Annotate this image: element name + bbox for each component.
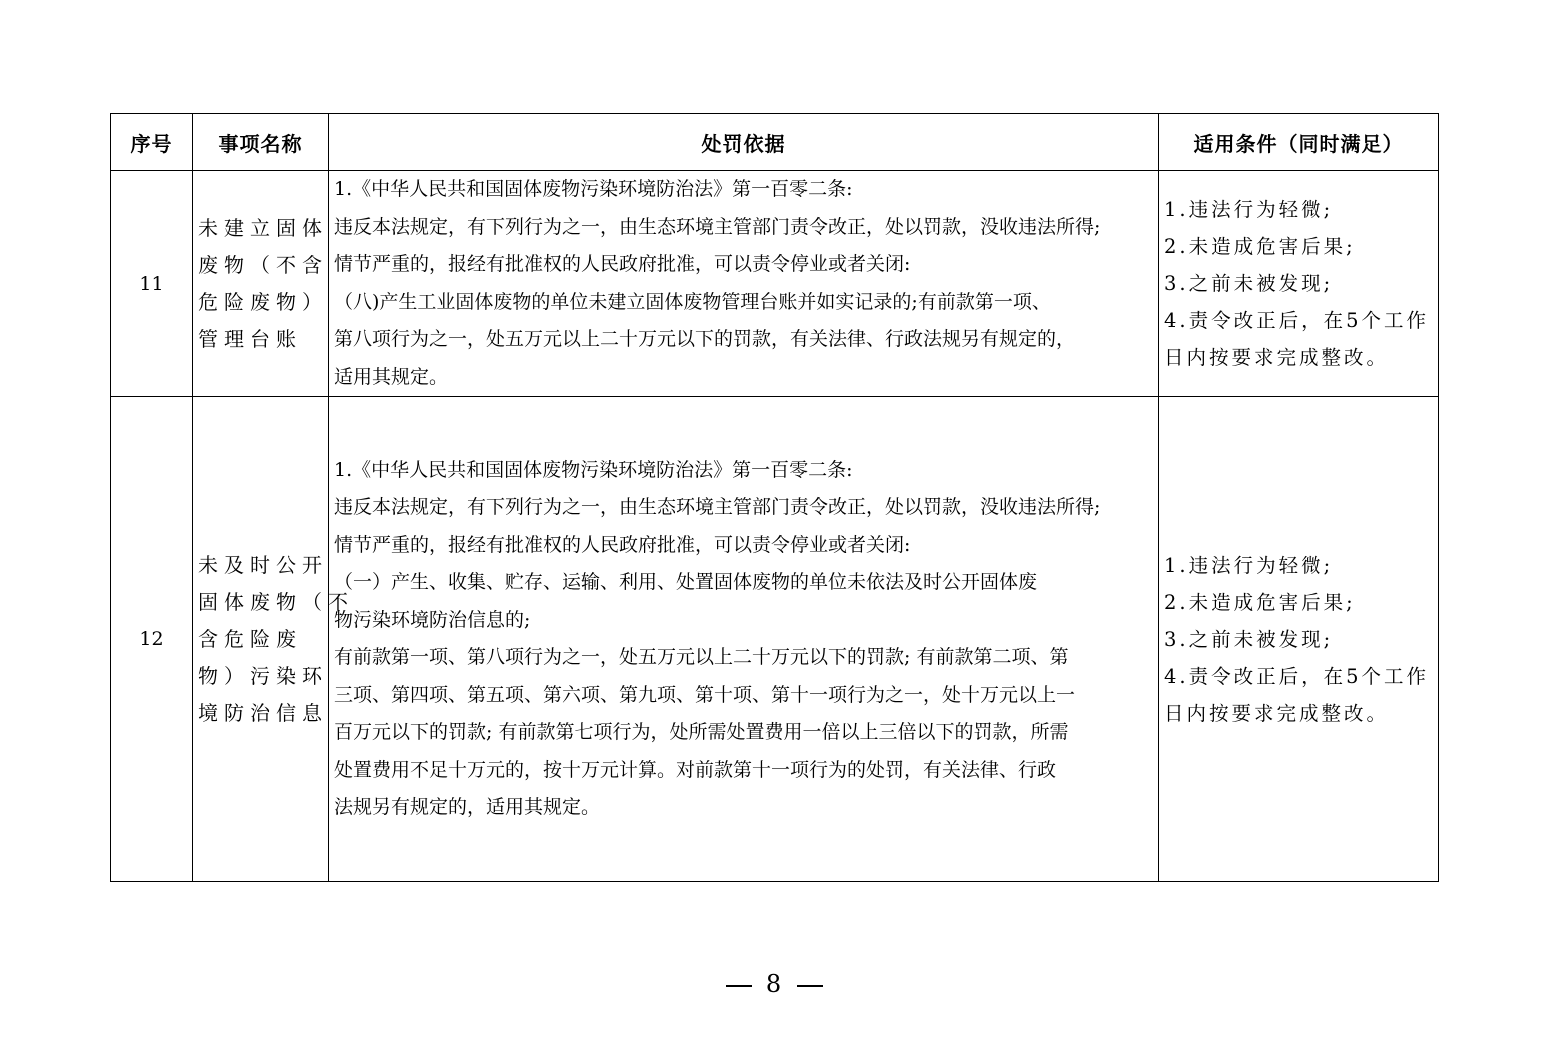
item-name-line: 危险废物） — [198, 289, 328, 314]
dash-left — [726, 985, 752, 987]
basis-line: 有前款第一项、第八项行为之一，处五万元以上二十万元以下的罚款; 有前款第二项、第 — [334, 646, 1069, 668]
row-number: 11 — [111, 171, 193, 397]
header-basis: 处罚依据 — [329, 114, 1159, 171]
applicable-conditions — [1159, 171, 1439, 397]
condition-line: 1.违法行为轻微; — [1164, 198, 1334, 221]
basis-line: 情节严重的，报经有批准权的人民政府批准，可以责令停业或者关闭: — [334, 253, 911, 275]
penalty-basis — [329, 171, 1159, 397]
item-name-line: 未及时公开 — [198, 552, 328, 577]
header-name: 事项名称 — [193, 114, 329, 171]
item-name-line: 废物（不含 — [198, 252, 328, 277]
header-conditions: 适用条件（同时满足） — [1159, 114, 1439, 171]
condition-line: 2.未造成危害后果; — [1164, 235, 1356, 258]
condition-line: 1.违法行为轻微; — [1164, 553, 1334, 577]
condition-line: 3.之前未被发现; — [1164, 272, 1334, 295]
item-name-line: 管理台账 — [198, 326, 302, 351]
condition-line: 4.责令改正后，在5个工作 — [1164, 309, 1430, 332]
table-header-row — [111, 114, 1439, 171]
basis-line: 1.《中华人民共和国固体废物污染环境防治法》第一百零二条: — [334, 178, 853, 200]
basis-line: 违反本法规定，有下列行为之一，由生态环境主管部门责令改正，处以罚款，没收违法所得; — [334, 215, 1101, 238]
table-row — [111, 171, 1439, 397]
item-name-line: 境防治信息 — [198, 700, 328, 725]
basis-line: （八)产生工业固体废物的单位未建立固体废物管理台账并如实记录的;有前款第一项、 — [334, 290, 1051, 313]
condition-line: 4.责令改正后，在5个工作 — [1164, 664, 1430, 688]
page-number-value: 8 — [765, 970, 784, 998]
condition-line: 3.之前未被发现; — [1164, 627, 1334, 651]
header-no: 序号 — [111, 114, 193, 171]
basis-line: 适用其规定。 — [334, 365, 449, 388]
basis-line: 物污染环境防治信息的; — [334, 608, 531, 631]
basis-line: 1.《中华人民共和国固体废物污染环境防治法》第一百零二条: — [334, 458, 853, 481]
condition-line: 2.未造成危害后果; — [1164, 590, 1356, 614]
basis-line: （一）产生、收集、贮存、运输、利用、处置固体废物的单位未依法及时公开固体废 — [334, 571, 1038, 593]
item-name-line: 未建立固体 — [198, 215, 328, 240]
item-name — [193, 171, 329, 397]
table-row — [111, 397, 1439, 882]
penalty-basis — [329, 397, 1159, 882]
basis-line: 违反本法规定，有下列行为之一，由生态环境主管部门责令改正，处以罚款，没收违法所得; — [334, 496, 1101, 518]
condition-line: 日内按要求完成整改。 — [1164, 701, 1390, 725]
basis-line: 处置费用不足十万元的，按十万元计算。对前款第十一项行为的处罚，有关法律、行政 — [334, 758, 1057, 781]
row-number: 12 — [111, 397, 193, 882]
basis-line: 第八项行为之一，处五万元以上二十万元以下的罚款，有关法律、行政法规另有规定的， — [334, 328, 1076, 350]
basis-line: 三项、第四项、第五项、第六项、第九项、第十项、第十一项行为之一，处十万元以上一 — [334, 683, 1076, 706]
penalty-table — [110, 113, 1439, 882]
condition-line: 日内按要求完成整改。 — [1164, 346, 1390, 369]
item-name-line: 物）污染环 — [198, 663, 328, 688]
item-name-line: 固体废物（不 — [198, 589, 354, 614]
item-name — [193, 397, 354, 882]
item-name-line: 含危险废 — [198, 626, 302, 651]
basis-line: 百万元以下的罚款; 有前款第七项行为，处所需处置费用一倍以上三倍以下的罚款，所需 — [334, 721, 1069, 743]
applicable-conditions — [1159, 397, 1439, 882]
page-number — [0, 970, 1549, 998]
dash-right — [797, 985, 823, 987]
basis-line: 情节严重的，报经有批准权的人民政府批准，可以责令停业或者关闭: — [334, 533, 911, 556]
basis-line: 法规另有规定的，适用其规定。 — [334, 796, 601, 818]
